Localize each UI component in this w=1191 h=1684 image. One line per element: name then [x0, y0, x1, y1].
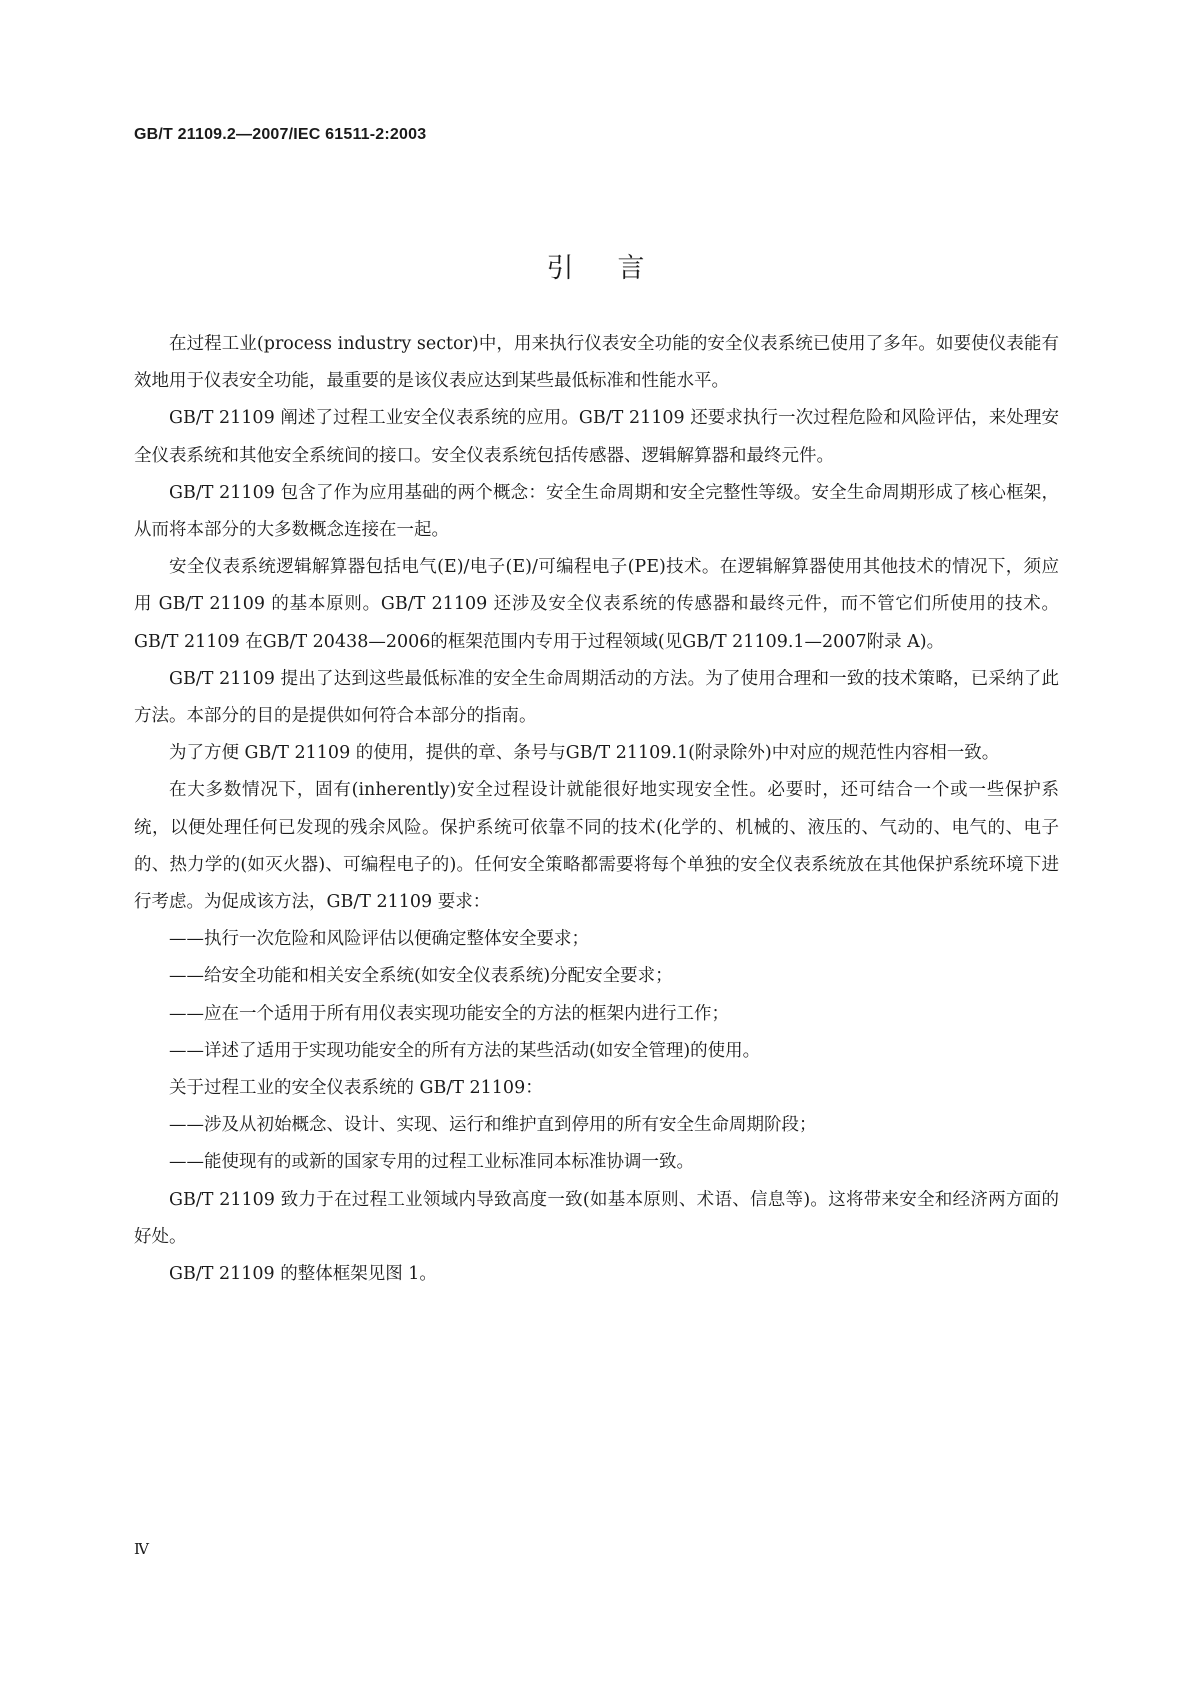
paragraph: 关于过程工业的安全仪表系统的 GB/T 21109： — [169, 1078, 543, 1099]
paragraph: GB/T 21109 致力于在过程工业领域内导致高度一致(如基本原则、术语、信息等)。这将带来安全和经济两方面的好处。 — [134, 1189, 1059, 1247]
paragraph: GB/T 21109 的整体框架见图 1。 — [169, 1264, 437, 1285]
page-title: 引言 — [546, 253, 689, 285]
paragraph: 在大多数情况下，固有(inherently)安全过程设计就能很好地实现安全性。必要时，还可结合一个或一些保护系统，以便处理任何已发现的残余风险。保护系统可依靠不同的技术(化学的、机械的、液压的、气动的、电气的、电子的、热力学的(如灭火器)、可编程电子的)。任何安全策略都需要将每个单独的安全仪表系统放在其他保护系统环境下进行考虑。为促成该方法，GB/T 21109 要求： — [134, 780, 1059, 913]
list-item: ——涉及从初始概念、设计、实现、运行和维护直到停用的所有安全生命周期阶段； — [169, 1115, 817, 1136]
list-item: ——能使现有的或新的国家专用的过程工业标准同本标准协调一致。 — [169, 1152, 694, 1173]
paragraph: 在过程工业(process industry sector)中，用来执行仪表安全功能的安全仪表系统已使用了多年。如要使仪表能有效地用于仪表安全功能，最重要的是该仪表应达到某些最低标准和性能水平。 — [134, 334, 1059, 392]
list-item: ——详述了适用于实现功能安全的所有方法的某些活动(如安全管理)的使用。 — [169, 1040, 761, 1061]
paragraph: GB/T 21109 包含了作为应用基础的两个概念：安全生命周期和安全完整性等级。安全生命周期形成了核心框架，从而将本部分的大多数概念连接在一起。 — [134, 482, 1059, 541]
document-body — [134, 326, 1059, 1293]
document-code: GB/T 21109.2—2007/IEC 61511-2:2003 — [134, 126, 427, 143]
list-item: ——执行一次危险和风险评估以便确定整体安全要求； — [169, 929, 589, 950]
paragraph: GB/T 21109 提出了达到这些最低标准的安全生命周期活动的方法。为了使用合理和一致的技术策略，已采纳了此方法。本部分的目的是提供如何符合本部分的指南。 — [134, 668, 1059, 727]
list-item: ——给安全功能和相关安全系统(如安全仪表系统)分配安全要求； — [169, 966, 673, 987]
page-number: Ⅳ — [134, 1540, 149, 1558]
list-item: ——应在一个适用于所有用仪表实现功能安全的方法的框架内进行工作； — [169, 1003, 729, 1024]
paragraph: GB/T 21109 阐述了过程工业安全仪表系统的应用。GB/T 21109 还要求执行一次过程危险和风险评估，来处理安全仪表系统和其他安全系统间的接口。安全仪表系统包括传感器、逻辑解算器和最终元件。 — [134, 408, 1059, 466]
paragraph: 为了方便 GB/T 21109 的使用，提供的章、条号与GB/T 21109.1(附录除外)中对应的规范性内容相一致。 — [169, 743, 1000, 764]
paragraph: 安全仪表系统逻辑解算器包括电气(E)/电子(E)/可编程电子(PE)技术。在逻辑解算器使用其他技术的情况下，须应用 GB/T 21109 的基本原则。GB/T 21109 还涉及安全仪表系统的传感器和最终元件，而不管它们所使用的技术。GB/T 21109 在GB/T 20438—2006的框架范围内专用于过程领域(见GB/T 21109.1—2007附录 A)。 — [134, 557, 1059, 652]
